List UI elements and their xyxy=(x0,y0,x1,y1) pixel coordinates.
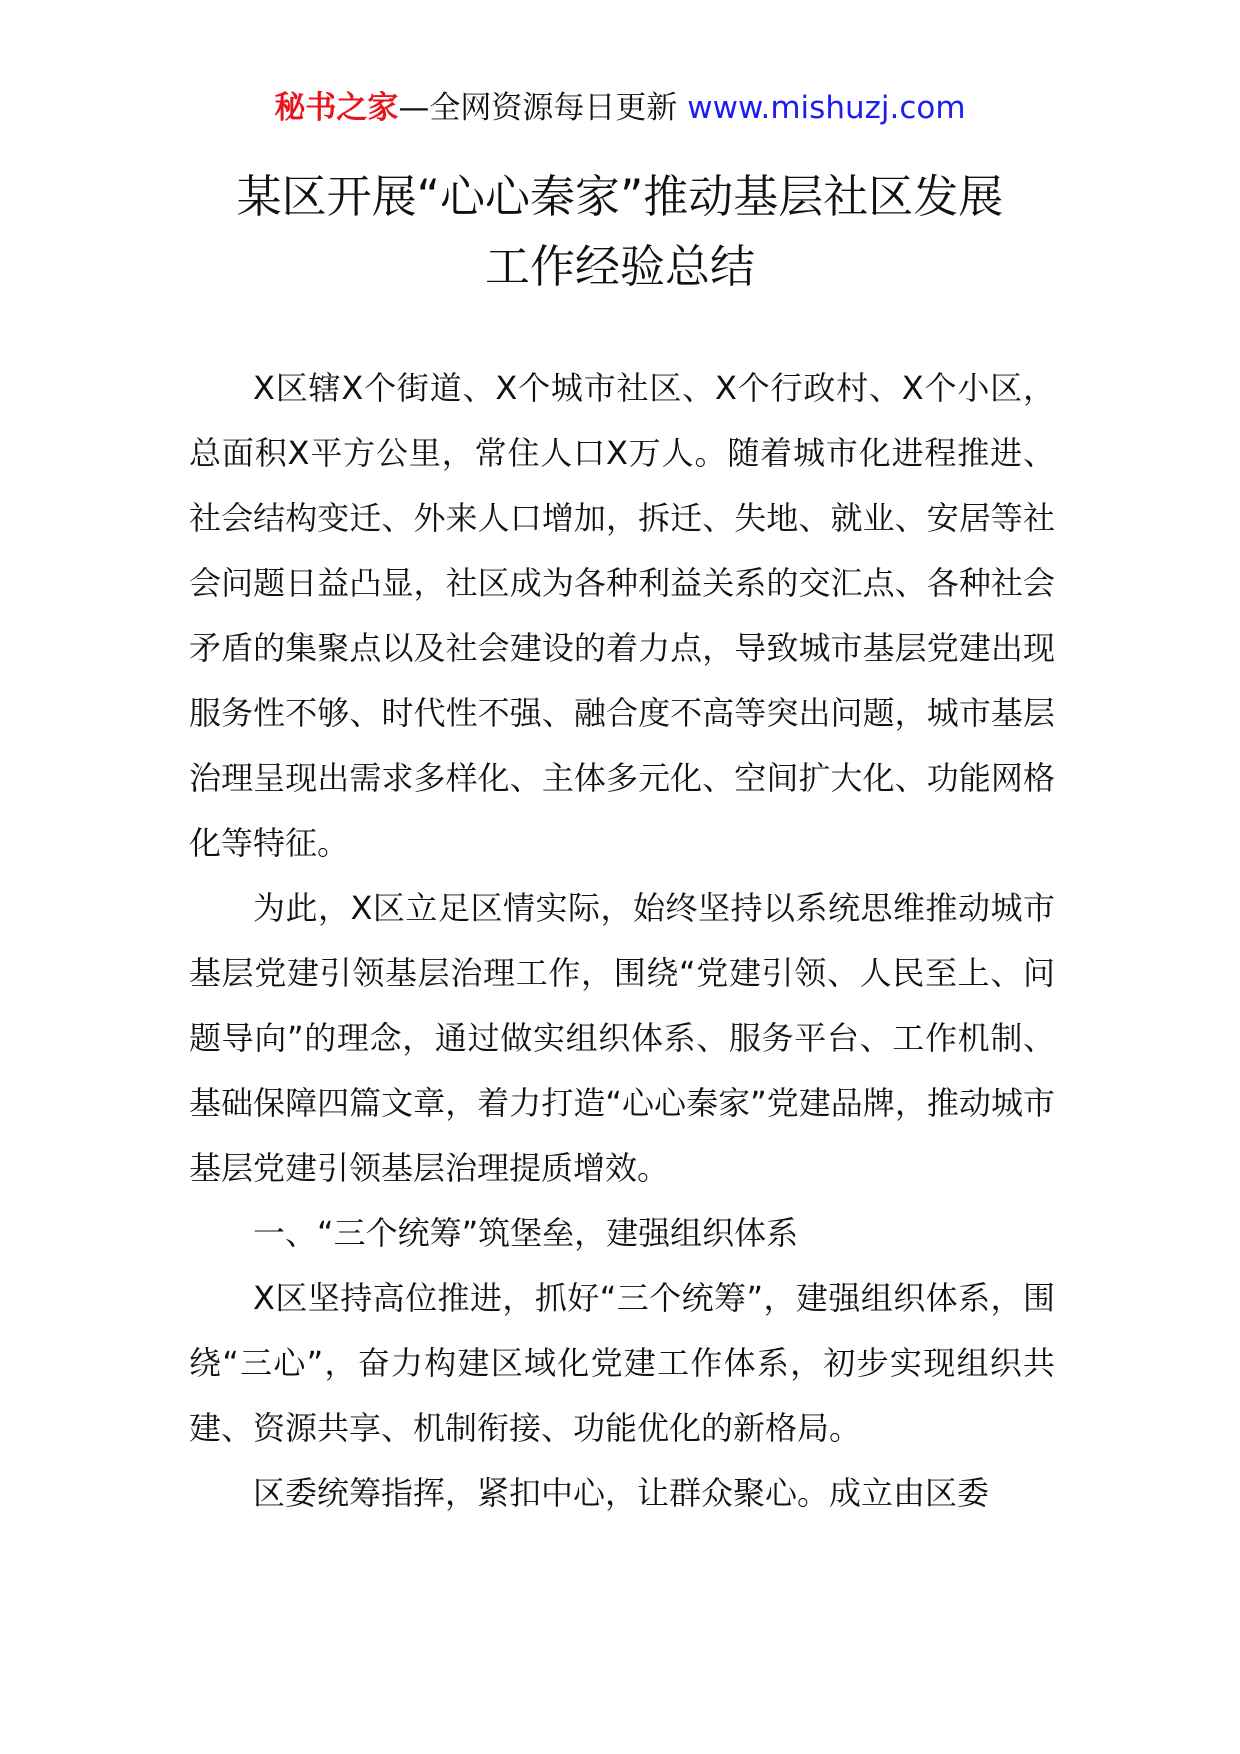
site-brand: 秘书之家 xyxy=(274,90,399,126)
document-title xyxy=(0,162,1240,302)
site-url[interactable]: www.mishuzj.com xyxy=(687,90,966,126)
site-tagline: —全网资源每日更新 xyxy=(398,90,688,126)
paragraph-overview: X区辖X个街道、X个城市社区、X个行政村、X个小区，总面积X平方公里，常住人口X万人。随着城市化进程推进、社会结构变迁、外来人口增加，拆迁、失地、就业、安居等社会问题日益凸显，社区成为各种利益关系的交汇点、各种社会矛盾的集聚点以及社会建设的着力点，导致城市基层党建出现服务性不够、时代性不强、融合度不高等突出问题，城市基层治理呈现出需求多样化、主体多元化、空间扩大化、功能网格化等特征。 xyxy=(189,369,1055,862)
site-header xyxy=(0,88,1240,128)
paragraph-approach: 为此，X区立足区情实际，始终坚持以系统思维推动城市基层党建引领基层治理工作，围绕“党建引领、人民至上、问题导向”的理念，通过做实组织体系、服务平台、工作机制、基础保障四篇文章，着力打造“心心秦家”党建品牌，推动城市基层党建引领基层治理提质增效。 xyxy=(189,889,1055,1187)
document-body xyxy=(189,356,1055,1526)
paragraph-section-1-intro: X区坚持高位推进，抓好“三个统筹”，建强组织体系，围绕“三心”，奋力构建区域化党建工作体系，初步实现组织共建、资源共享、机制衔接、功能优化的新格局。 xyxy=(189,1279,1055,1447)
paragraph-section-1-detail: 区委统筹指挥，紧扣中心，让群众聚心。成立由区委 xyxy=(253,1474,990,1512)
section-heading-1: 一、“三个统筹”筑堡垒，建强组织体系 xyxy=(253,1214,799,1252)
title-line-2: 工作经验总结 xyxy=(484,240,755,293)
title-line-1: 某区开展“心心秦家”推动基层社区发展 xyxy=(236,170,1004,223)
